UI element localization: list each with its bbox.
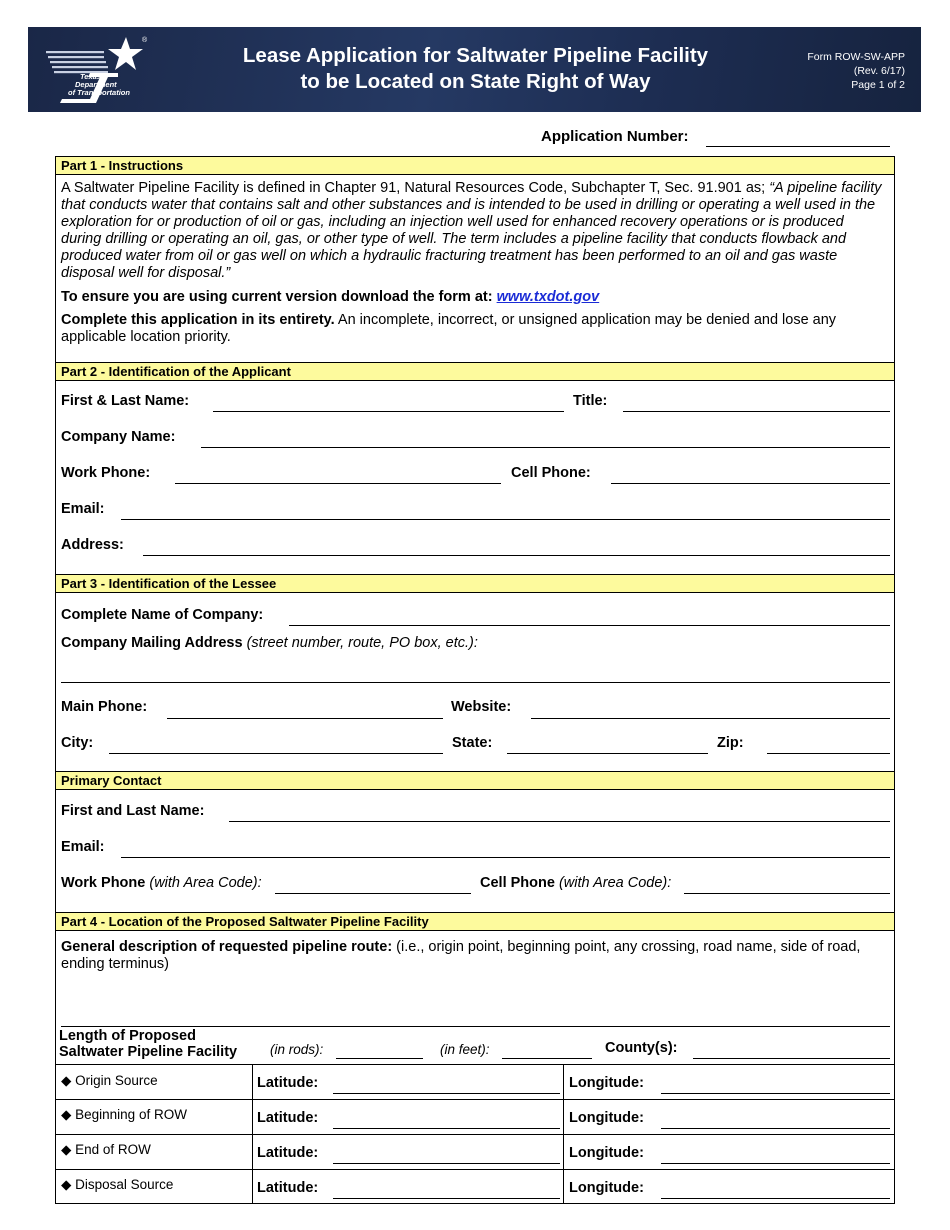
applicant-company-field[interactable]: [201, 447, 890, 448]
application-number-field[interactable]: [706, 146, 890, 147]
route-description-field[interactable]: [61, 1026, 890, 1027]
part1-definition: A Saltwater Pipeline Facility is defined in Chapter 91, Natural Resources Code, Subchapter T, Sec. 91.901 as; “A pipeline facility that conducts water that contains salt and other substances and is intended to be used in drilling or operating a well used in the exploration for or production of oil or gas, including an injection well used for enhanced recovery operations or is produced during drilling or operating an oil, gas, or other type of well. The term includes a pipeline facility that conducts flowback and produced water from oil or gas well on which a hydraulic fracturing treatment has been performed to an oil and gas waste disposal well for disposal.”: [61, 180, 882, 281]
applicant-work-phone-label: Work Phone:: [61, 465, 151, 481]
contact-cell-phone-label: Cell Phone (with Area Code):: [480, 875, 672, 891]
county-field[interactable]: [693, 1058, 890, 1059]
applicant-work-phone-field[interactable]: [175, 483, 501, 484]
end-longitude-field[interactable]: [661, 1163, 890, 1164]
applicant-cell-phone-label: Cell Phone:: [511, 465, 591, 481]
end-latitude-field[interactable]: [333, 1163, 560, 1164]
table-row-label: ◆ Beginning of ROW: [61, 1107, 187, 1122]
applicant-title-label: Title:: [573, 393, 608, 409]
county-label: County(s):: [605, 1040, 678, 1056]
contact-cell-phone-field[interactable]: [684, 893, 890, 894]
lessee-main-phone-field[interactable]: [167, 718, 443, 719]
table-row-label: ◆ End of ROW: [61, 1142, 151, 1157]
lessee-website-label: Website:: [451, 699, 512, 715]
origin-longitude-label: Longitude:: [569, 1075, 644, 1091]
beginning-latitude-field[interactable]: [333, 1128, 560, 1129]
applicant-address-field[interactable]: [143, 555, 890, 556]
contact-email-field[interactable]: [121, 857, 890, 858]
contact-name-field[interactable]: [229, 821, 890, 822]
in-feet-label: (in feet):: [440, 1042, 490, 1057]
disposal-latitude-label: Latitude:: [257, 1180, 319, 1196]
disposal-latitude-field[interactable]: [333, 1198, 560, 1199]
lessee-zip-label: Zip:: [717, 735, 744, 751]
lessee-city-field[interactable]: [109, 753, 443, 754]
applicant-title-field[interactable]: [623, 411, 890, 412]
table-row-label: ◆ Origin Source: [61, 1073, 158, 1088]
length-feet-field[interactable]: [502, 1058, 592, 1059]
contact-name-label: First and Last Name:: [61, 803, 205, 819]
header-banner: [28, 27, 921, 112]
part2-heading: Part 2 - Identification of the Applicant: [56, 362, 894, 381]
application-number-label: Application Number:: [541, 128, 689, 145]
applicant-company-label: Company Name:: [61, 429, 176, 445]
lessee-city-label: City:: [61, 735, 94, 751]
lessee-state-label: State:: [452, 735, 493, 751]
svg-text:®: ®: [142, 37, 148, 44]
origin-latitude-field[interactable]: [333, 1093, 560, 1094]
part3-heading: Part 3 - Identification of the Lessee: [56, 574, 894, 593]
in-rods-label: (in rods):: [270, 1042, 324, 1057]
table-col-rule: [563, 1064, 564, 1204]
applicant-email-label: Email:: [61, 501, 105, 517]
lessee-company-label: Complete Name of Company:: [61, 607, 264, 623]
disposal-longitude-field[interactable]: [661, 1198, 890, 1199]
lessee-zip-field[interactable]: [767, 753, 890, 754]
beginning-longitude-label: Longitude:: [569, 1110, 644, 1126]
primary-contact-heading: Primary Contact: [56, 771, 894, 790]
lessee-mailing-address-label: Company Mailing Address (street number, route, PO box, etc.):: [61, 635, 478, 651]
applicant-email-field[interactable]: [121, 519, 890, 520]
length-label: Length of Proposed Saltwater Pipeline Facility: [59, 1028, 238, 1060]
table-row-rule: [56, 1099, 894, 1100]
applicant-cell-phone-field[interactable]: [611, 483, 890, 484]
part4-heading: Part 4 - Location of the Proposed Saltwater Pipeline Facility: [56, 912, 894, 931]
applicant-name-label: First & Last Name:: [61, 393, 190, 409]
version-note: To ensure you are using current version download the form at: www.txdot.gov: [61, 289, 600, 305]
part1-heading: Part 1 - Instructions: [56, 156, 894, 175]
contact-work-phone-label: Work Phone (with Area Code):: [61, 875, 262, 891]
completeness-note: Complete this application in its entirety. An incomplete, incorrect, or unsigned application may be denied and lose any applicable location priority.: [61, 312, 837, 345]
applicant-name-field[interactable]: [213, 411, 564, 412]
length-rods-field[interactable]: [336, 1058, 423, 1059]
table-row-label: ◆ Disposal Source: [61, 1177, 174, 1192]
lessee-state-field[interactable]: [507, 753, 708, 754]
lessee-main-phone-label: Main Phone:: [61, 699, 148, 715]
beginning-longitude-field[interactable]: [661, 1128, 890, 1129]
contact-work-phone-field[interactable]: [275, 893, 471, 894]
lessee-website-field[interactable]: [531, 718, 890, 719]
contact-email-label: Email:: [61, 839, 105, 855]
disposal-longitude-label: Longitude:: [569, 1180, 644, 1196]
form-info: Form ROW-SW-APP (Rev. 6/17) Page 1 of 2: [807, 51, 905, 91]
txdot-link[interactable]: www.txdot.gov: [496, 289, 600, 305]
lessee-company-field[interactable]: [289, 625, 890, 626]
beginning-latitude-label: Latitude:: [257, 1110, 319, 1126]
origin-latitude-label: Latitude:: [257, 1075, 319, 1091]
lessee-mailing-address-field[interactable]: [61, 682, 890, 683]
applicant-address-label: Address:: [61, 537, 124, 553]
table-top-rule: [56, 1064, 894, 1065]
form-title: Lease Application for Saltwater Pipeline Facility to be Located on State Right of Way: [242, 44, 709, 93]
route-description-label: General description of requested pipeline route: (i.e., origin point, beginning point, any crossing, road name, side of road, ending terminus): [61, 939, 861, 972]
end-longitude-label: Longitude:: [569, 1145, 644, 1161]
form-frame: [55, 156, 895, 1204]
table-col-rule: [252, 1064, 253, 1204]
origin-longitude-field[interactable]: [661, 1093, 890, 1094]
end-latitude-label: Latitude:: [257, 1145, 319, 1161]
table-row-rule: [56, 1169, 894, 1170]
logo-text: Texas Department of Transportation: [68, 72, 130, 97]
table-row-rule: [56, 1134, 894, 1135]
